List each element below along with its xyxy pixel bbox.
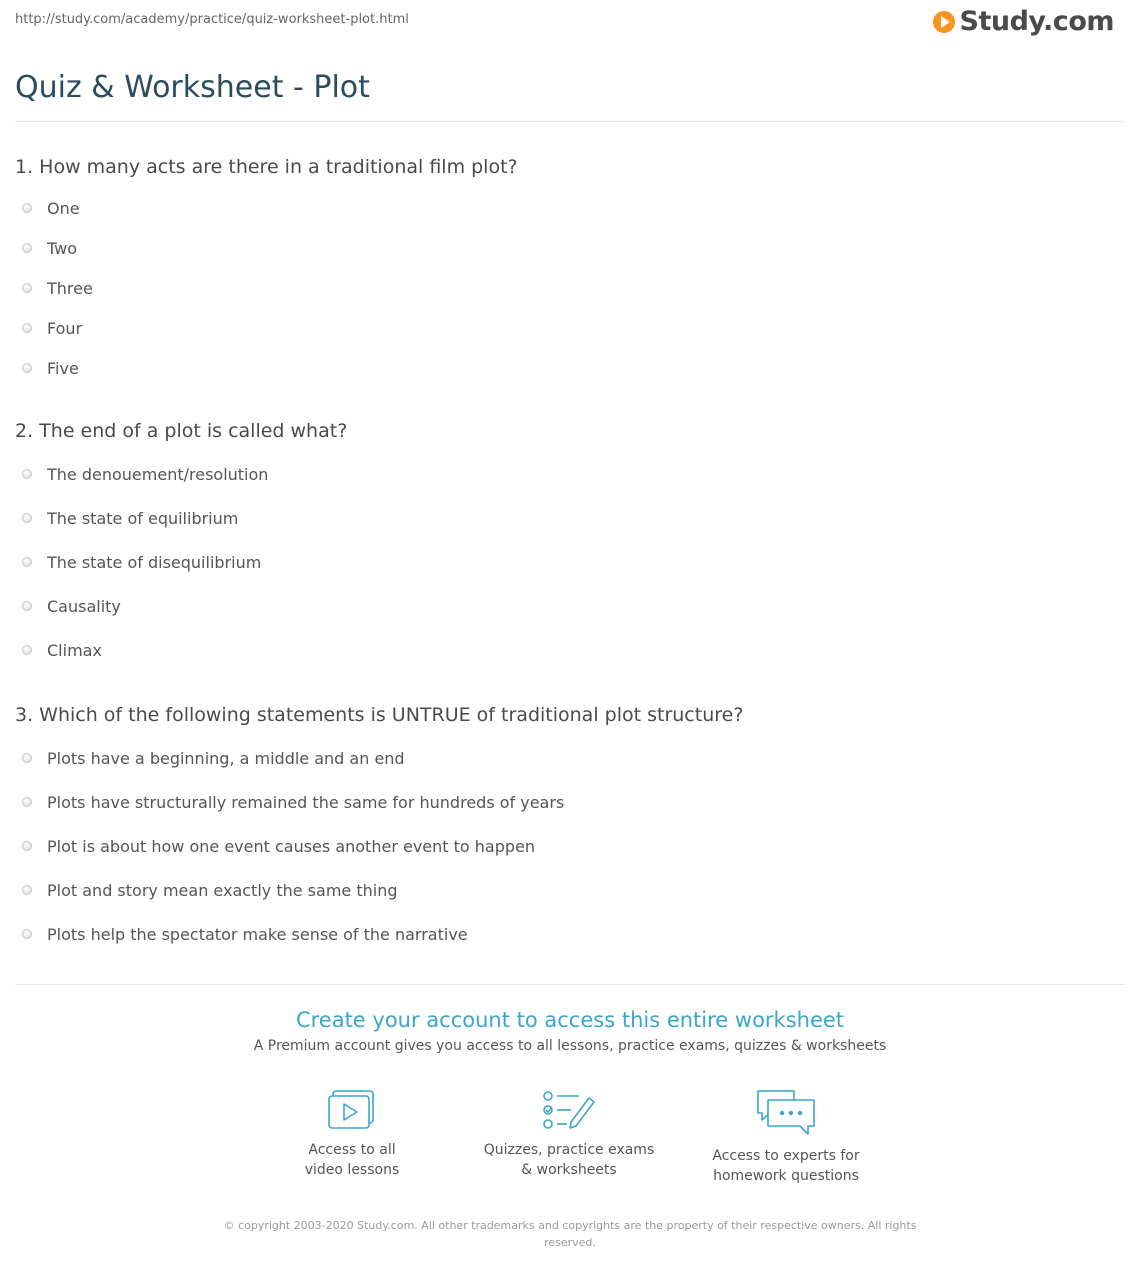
page-title: Quiz & Worksheet - Plot [15,70,370,105]
feature-experts [686,1088,886,1186]
question-2-text: 2. The end of a plot is called what? [15,420,348,442]
option-label: Plot and story mean exactly the same thing [47,880,398,900]
create-account-link[interactable]: Create your account to access this entire worksheet [295,1008,845,1032]
cta-subtitle: A Premium account gives you access to all lessons, practice exams, quizzes & worksheets [253,1038,887,1054]
answer-option[interactable] [22,924,564,944]
answer-option[interactable] [22,552,268,572]
radio-button[interactable] [22,797,32,807]
study-logo[interactable] [933,6,1114,37]
option-label: The denouement/resolution [47,464,269,484]
question-3-text: 3. Which of the following statements is UNTRUE of traditional plot structure? [15,704,744,726]
option-label: One [47,198,80,218]
radio-button[interactable] [22,645,32,655]
answer-option[interactable] [22,358,93,378]
answer-option[interactable] [22,880,564,900]
feature-video-lessons [252,1088,452,1180]
feature-quizzes [469,1088,669,1180]
question-1-text: 1. How many acts are there in a traditional film plot? [15,156,518,178]
question-2-options [22,464,268,684]
radio-button[interactable] [22,283,32,293]
feature-line-2: video lessons [304,1162,400,1178]
answer-option[interactable] [22,640,268,660]
play-badge-icon [933,11,955,33]
quiz-checklist-icon [541,1088,597,1132]
copyright-line-2: reserved. [544,1236,596,1249]
option-label: Causality [47,596,121,616]
option-label: Three [47,278,93,298]
answer-option[interactable] [22,508,268,528]
radio-button[interactable] [22,557,32,567]
video-lessons-icon [326,1088,378,1132]
radio-button[interactable] [22,841,32,851]
title-divider [15,121,1125,122]
logo-text: Study.com [959,6,1114,37]
radio-button[interactable] [22,929,32,939]
option-label: Five [47,358,79,378]
radio-button[interactable] [22,885,32,895]
feature-line-1: Access to all [308,1142,396,1158]
option-label: Plots have structurally remained the same for hundreds of years [47,792,565,812]
answer-option[interactable] [22,748,564,768]
radio-button[interactable] [22,363,32,373]
radio-button[interactable] [22,469,32,479]
page-url: http://study.com/academy/practice/quiz-worksheet-plot.html [15,12,409,27]
cta-divider [15,984,1125,985]
radio-button[interactable] [22,323,32,333]
option-label: The state of equilibrium [47,508,239,528]
answer-option[interactable] [22,238,93,258]
radio-button[interactable] [22,513,32,523]
chat-bubbles-icon [754,1088,818,1138]
answer-option[interactable] [22,464,268,484]
option-label: Plots help the spectator make sense of the narrative [47,924,468,944]
option-label: Two [47,238,77,258]
feature-line-2: & worksheets [521,1162,617,1178]
answer-option[interactable] [22,318,93,338]
answer-option[interactable] [22,198,93,218]
answer-option[interactable] [22,792,564,812]
radio-button[interactable] [22,203,32,213]
option-label: Four [47,318,83,338]
feature-line-1: Quizzes, practice exams [483,1142,655,1158]
feature-line-2: homework questions [713,1168,859,1184]
copyright-line-1: © copyright 2003-2020 Study.com. All other trademarks and copyrights are the property of their respective owners. All rights [223,1219,917,1232]
question-1-options [22,198,93,398]
option-label: Plots have a beginning, a middle and an end [47,748,405,768]
answer-option[interactable] [22,596,268,616]
radio-button[interactable] [22,601,32,611]
feature-line-1: Access to experts for [712,1148,860,1164]
option-label: The state of disequilibrium [47,552,262,572]
option-label: Climax [47,640,102,660]
radio-button[interactable] [22,753,32,763]
option-label: Plot is about how one event causes another event to happen [47,836,536,856]
radio-button[interactable] [22,243,32,253]
answer-option[interactable] [22,278,93,298]
question-3-options [22,748,564,968]
answer-option[interactable] [22,836,564,856]
copyright-notice [0,1217,1140,1251]
